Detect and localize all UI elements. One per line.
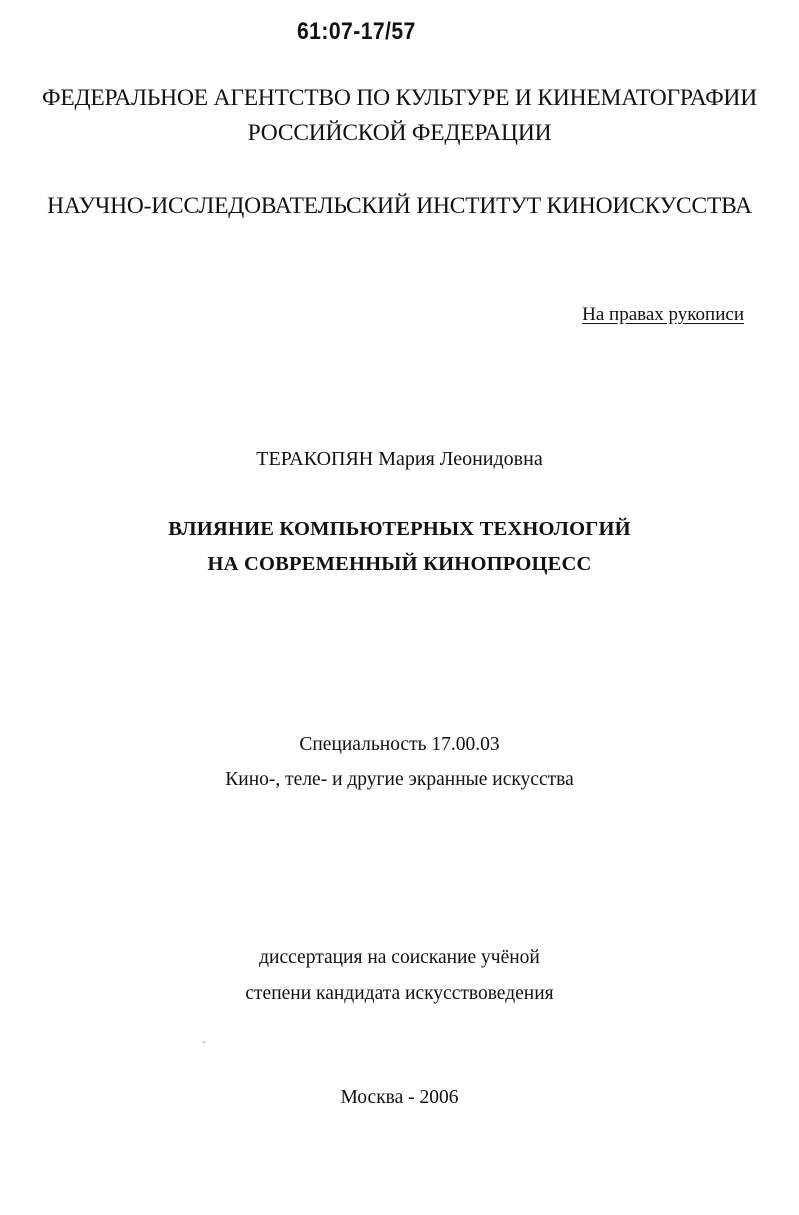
specialty-code: Специальность 17.00.03 [299, 734, 500, 755]
rights-note: На правах рукописи [582, 304, 744, 325]
agency-line-2: РОССИЙСКОЙ ФЕДЕРАЦИИ [247, 120, 552, 146]
catalog-number: 61:07-17/57 [297, 18, 416, 45]
degree-line-2: степени кандидата искусствоведения [245, 983, 554, 1004]
agency-line-1: ФЕДЕРАЛЬНОЕ АГЕНТСТВО ПО КУЛЬТУРЕ И КИНЕМАТОГРАФИИ [42, 85, 757, 111]
specialty-name: Кино-, теле- и другие экранные искусства [225, 769, 574, 790]
institute-name: НАУЧНО-ИССЛЕДОВАТЕЛЬСКИЙ ИНСТИТУТ КИНОИСКУССТВА [47, 193, 752, 219]
dissertation-title-line-2: НА СОВРЕМЕННЫЙ КИНОПРОЦЕСС [207, 553, 592, 575]
author-name: ТЕРАКОПЯН Мария Леонидовна [256, 448, 543, 470]
degree-line-1: диссертация на соискание учёной [259, 947, 540, 968]
scan-speck [203, 1041, 205, 1043]
dissertation-title-line-1: ВЛИЯНИЕ КОМПЬЮТЕРНЫХ ТЕХНОЛОГИЙ [168, 518, 631, 540]
place-year: Москва - 2006 [340, 1087, 459, 1108]
